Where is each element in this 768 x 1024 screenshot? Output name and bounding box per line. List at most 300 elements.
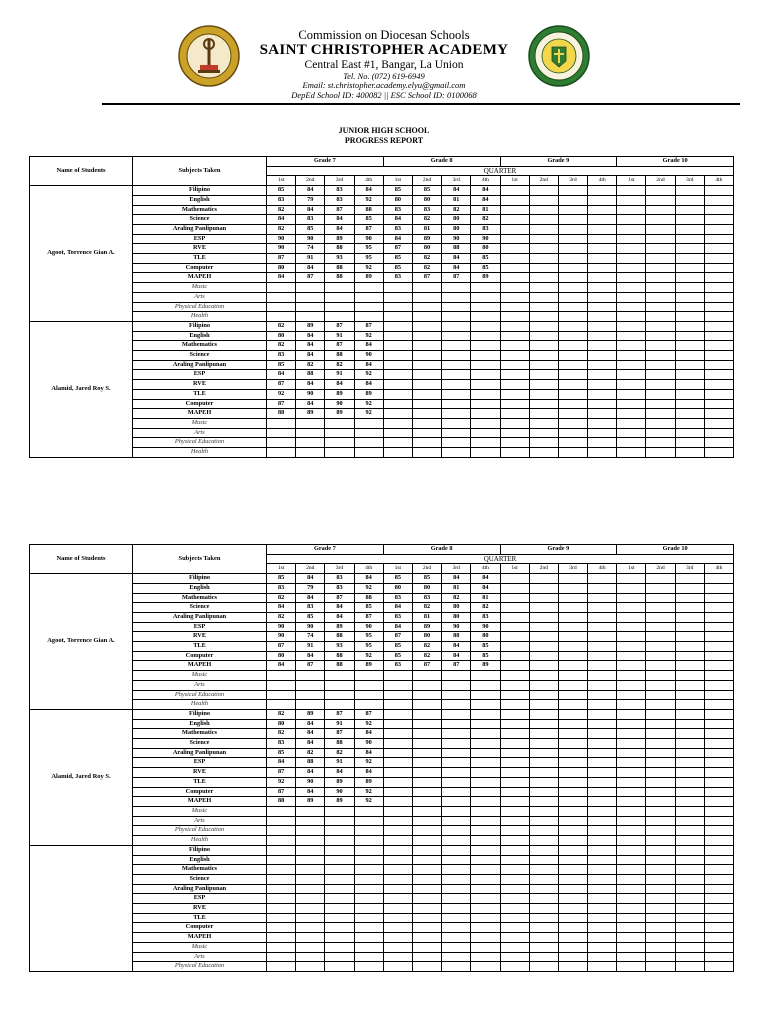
grade-cell: 92 <box>354 399 383 409</box>
grade-cell <box>529 806 558 816</box>
grade-cell <box>558 651 587 661</box>
grade-cell: 83 <box>383 593 412 603</box>
grade-cell <box>558 729 587 739</box>
grade-cell <box>412 719 441 729</box>
grade-cell <box>325 448 354 458</box>
grade-cell <box>412 409 441 419</box>
grade-cell <box>471 739 500 749</box>
grade-cell <box>529 302 558 312</box>
subject-name: RVE <box>133 904 267 914</box>
grade-cell: 84 <box>471 186 500 196</box>
grade-cell <box>617 360 646 370</box>
grade-cell: 80 <box>471 632 500 642</box>
grade-cell <box>442 797 471 807</box>
grade-cell <box>267 438 296 448</box>
grade-cell: 88 <box>325 651 354 661</box>
grade-cell <box>442 748 471 758</box>
grade-cell <box>617 729 646 739</box>
grade-cell <box>617 273 646 283</box>
table-row <box>30 195 734 205</box>
grade-cell <box>646 651 675 661</box>
grade-cell <box>588 709 617 719</box>
grade-cell <box>675 389 704 399</box>
grade-cell <box>296 826 325 836</box>
grade-cell <box>500 603 529 613</box>
grade-cell <box>588 341 617 351</box>
grade-cell <box>267 816 296 826</box>
grade-cell: 84 <box>383 603 412 613</box>
grade-cell <box>383 806 412 816</box>
grade-cell <box>617 331 646 341</box>
grade-cell <box>558 351 587 361</box>
grade-cell <box>529 642 558 652</box>
column-header-quarter-number: 4th <box>354 176 383 186</box>
table-row <box>30 671 734 681</box>
grade-cell <box>529 312 558 322</box>
grade-cell <box>325 816 354 826</box>
grade-cell <box>675 729 704 739</box>
grade-cell: 87 <box>383 244 412 254</box>
grade-cell <box>704 933 733 943</box>
grade-cell <box>442 933 471 943</box>
grade-cell: 92 <box>354 651 383 661</box>
grade-cell <box>471 380 500 390</box>
grade-cell <box>412 884 441 894</box>
grade-cell <box>354 904 383 914</box>
grade-cell <box>675 428 704 438</box>
grade-cell <box>500 758 529 768</box>
grade-cell <box>500 816 529 826</box>
grade-cell <box>675 438 704 448</box>
grade-cell <box>675 632 704 642</box>
grade-cell: 82 <box>267 709 296 719</box>
grade-cell <box>383 962 412 972</box>
grade-cell <box>675 845 704 855</box>
grade-cell <box>617 874 646 884</box>
grade-cell <box>296 448 325 458</box>
grade-cell <box>558 593 587 603</box>
grade-cell: 85 <box>383 186 412 196</box>
grade-cell: 90 <box>325 399 354 409</box>
grade-cell <box>617 409 646 419</box>
grade-cell <box>412 845 441 855</box>
grade-cell: 83 <box>412 205 441 215</box>
grade-cell <box>267 884 296 894</box>
table-row <box>30 603 734 613</box>
grade-cell <box>558 234 587 244</box>
grade-cell <box>296 865 325 875</box>
subject-name: Filipino <box>133 709 267 719</box>
grade-cell <box>383 845 412 855</box>
grade-cell <box>675 321 704 331</box>
table-row <box>30 574 734 584</box>
grade-cell <box>646 748 675 758</box>
grade-cell <box>588 292 617 302</box>
grade-cell <box>412 894 441 904</box>
grade-cell <box>296 700 325 710</box>
grade-cell: 74 <box>296 632 325 642</box>
grade-cell <box>412 671 441 681</box>
grade-cell <box>412 351 441 361</box>
grade-cell: 80 <box>267 263 296 273</box>
grade-cell: 88 <box>442 632 471 642</box>
grade-cell <box>383 865 412 875</box>
grade-cell: 80 <box>412 583 441 593</box>
table-row <box>30 661 734 671</box>
column-header-quarter-number: 3rd <box>558 176 587 186</box>
grade-cell <box>588 845 617 855</box>
grade-cell: 87 <box>267 787 296 797</box>
grade-cell <box>704 438 733 448</box>
table-row <box>30 768 734 778</box>
grade-cell <box>617 671 646 681</box>
grade-cell <box>471 341 500 351</box>
grade-cell: 83 <box>383 205 412 215</box>
grade-cell <box>558 195 587 205</box>
grade-cell <box>442 709 471 719</box>
grade-cell <box>646 622 675 632</box>
grade-cell <box>675 865 704 875</box>
subject-name: ESP <box>133 370 267 380</box>
grade-cell <box>588 583 617 593</box>
column-header-quarter-number: 4th <box>704 564 733 574</box>
grade-cell <box>296 942 325 952</box>
grade-cell <box>354 428 383 438</box>
grade-cell <box>296 690 325 700</box>
subject-name: Science <box>133 874 267 884</box>
grade-cell <box>588 622 617 632</box>
grade-cell: 81 <box>471 205 500 215</box>
grade-cell <box>500 642 529 652</box>
grade-cell <box>529 612 558 622</box>
table-row <box>30 302 734 312</box>
grade-cell <box>675 409 704 419</box>
grade-cell <box>383 321 412 331</box>
grade-cell <box>646 845 675 855</box>
grade-cell <box>500 855 529 865</box>
page-header <box>0 0 768 110</box>
grade-cell: 85 <box>267 748 296 758</box>
grade-cell <box>383 409 412 419</box>
grade-cell <box>558 787 587 797</box>
grade-cell: 92 <box>354 263 383 273</box>
school-ids: DepEd School ID: 400082 || ESC School ID: 0100068 <box>291 89 477 100</box>
grade-cell <box>442 816 471 826</box>
grade-cell <box>267 302 296 312</box>
grade-cell: 83 <box>471 612 500 622</box>
grade-cell <box>558 913 587 923</box>
subject-name: Arts <box>133 292 267 302</box>
grade-cell <box>442 845 471 855</box>
grade-cell: 81 <box>442 195 471 205</box>
grade-cell <box>412 709 441 719</box>
grade-cell <box>588 448 617 458</box>
grade-cell: 80 <box>412 195 441 205</box>
grade-cell <box>617 428 646 438</box>
grade-cell: 84 <box>267 215 296 225</box>
grade-cell <box>442 302 471 312</box>
grade-cell <box>704 816 733 826</box>
table-row <box>30 380 734 390</box>
grade-cell: 83 <box>267 583 296 593</box>
grade-cell <box>617 418 646 428</box>
grade-cell <box>296 806 325 816</box>
column-header-quarter-number: 4th <box>471 564 500 574</box>
table-row <box>30 389 734 399</box>
grade-cell: 80 <box>442 603 471 613</box>
grade-cell <box>296 836 325 846</box>
grade-cell: 95 <box>354 254 383 264</box>
grade-cell <box>500 865 529 875</box>
grade-cell <box>442 826 471 836</box>
grade-cell <box>412 806 441 816</box>
grade-cell <box>354 865 383 875</box>
grade-cell <box>704 389 733 399</box>
grade-cell <box>588 933 617 943</box>
grade-cell: 85 <box>267 360 296 370</box>
grade-cell <box>675 962 704 972</box>
grade-cell: 84 <box>267 758 296 768</box>
grade-cell <box>588 186 617 196</box>
grade-cell <box>704 680 733 690</box>
grade-cell: 88 <box>325 739 354 749</box>
grade-cell <box>500 923 529 933</box>
grade-cell <box>704 768 733 778</box>
table-row <box>30 942 734 952</box>
grade-cell <box>617 292 646 302</box>
grade-cell: 88 <box>354 205 383 215</box>
grade-cell <box>704 671 733 681</box>
grade-cell <box>675 186 704 196</box>
grade-cell <box>442 836 471 846</box>
grade-cell <box>412 933 441 943</box>
grade-cell <box>500 836 529 846</box>
grade-cell: 88 <box>325 273 354 283</box>
grade-cell <box>500 283 529 293</box>
grade-cell <box>646 603 675 613</box>
grade-cell <box>617 923 646 933</box>
grade-cell: 84 <box>325 380 354 390</box>
grade-cell <box>500 186 529 196</box>
grade-cell <box>383 428 412 438</box>
grade-cell <box>529 700 558 710</box>
grade-cell <box>617 195 646 205</box>
grade-cell <box>704 448 733 458</box>
table-row <box>30 244 734 254</box>
grade-cell <box>412 331 441 341</box>
student-name: Agoot, Torrence Gian A. <box>30 574 133 710</box>
grade-cell <box>325 428 354 438</box>
grade-cell <box>588 680 617 690</box>
grade-cell <box>675 244 704 254</box>
grade-cell <box>675 797 704 807</box>
grade-cell <box>646 234 675 244</box>
grade-cell <box>558 292 587 302</box>
grade-cell <box>412 360 441 370</box>
report-title-line1: JUNIOR HIGH SCHOOL <box>338 126 430 135</box>
grade-cell <box>646 836 675 846</box>
grade-cell <box>617 593 646 603</box>
grade-cell: 92 <box>267 389 296 399</box>
grade-cell: 84 <box>354 360 383 370</box>
grade-cell: 84 <box>325 768 354 778</box>
grade-cell <box>383 448 412 458</box>
grade-cell <box>471 942 500 952</box>
grade-cell <box>471 913 500 923</box>
subject-name: Physical Education <box>133 302 267 312</box>
grade-cell <box>442 962 471 972</box>
grade-cell: 80 <box>267 651 296 661</box>
grade-cell <box>267 826 296 836</box>
grade-cell <box>267 962 296 972</box>
table-row <box>30 894 734 904</box>
grade-cell <box>704 263 733 273</box>
grade-cell <box>646 661 675 671</box>
grade-cell <box>471 855 500 865</box>
grade-cell <box>267 418 296 428</box>
grade-cell <box>617 321 646 331</box>
grade-cell: 80 <box>383 583 412 593</box>
grade-cell: 84 <box>296 186 325 196</box>
grade-cell: 82 <box>442 205 471 215</box>
subject-name: Filipino <box>133 186 267 196</box>
grade-cell: 87 <box>325 205 354 215</box>
grade-cell <box>529 448 558 458</box>
column-header-quarter-number: 2nd <box>296 176 325 186</box>
grade-cell <box>558 680 587 690</box>
grade-cell: 84 <box>354 380 383 390</box>
grade-cell <box>529 273 558 283</box>
grade-cell: 82 <box>296 360 325 370</box>
grade-cell <box>558 583 587 593</box>
subject-name: Filipino <box>133 845 267 855</box>
grade-cell <box>529 292 558 302</box>
grade-cell <box>354 836 383 846</box>
grade-cell <box>558 360 587 370</box>
grade-cell: 84 <box>296 205 325 215</box>
grade-cell <box>267 700 296 710</box>
grade-cell: 89 <box>325 234 354 244</box>
grade-cell <box>383 418 412 428</box>
grade-cell: 89 <box>325 389 354 399</box>
grade-cell <box>558 448 587 458</box>
grade-cell <box>383 894 412 904</box>
grade-cell: 85 <box>296 612 325 622</box>
grade-cell <box>704 719 733 729</box>
grade-cell <box>704 292 733 302</box>
grade-cell <box>442 370 471 380</box>
grade-cell <box>704 399 733 409</box>
column-header-quarter-number: 3rd <box>325 176 354 186</box>
grade-cell <box>442 331 471 341</box>
grade-cell <box>588 826 617 836</box>
grade-cell <box>383 709 412 719</box>
grade-cell: 82 <box>296 748 325 758</box>
grade-cell <box>558 894 587 904</box>
grade-cell <box>529 690 558 700</box>
grade-cell <box>675 399 704 409</box>
grade-cell <box>558 836 587 846</box>
grade-cell: 83 <box>471 224 500 234</box>
grade-cell <box>558 904 587 914</box>
subject-name: English <box>133 195 267 205</box>
progress-table-1-container <box>29 156 733 458</box>
grade-cell: 85 <box>383 263 412 273</box>
table-row <box>30 904 734 914</box>
grade-cell <box>383 748 412 758</box>
grade-cell <box>412 855 441 865</box>
grade-cell <box>267 952 296 962</box>
grade-cell <box>704 739 733 749</box>
grade-cell <box>500 341 529 351</box>
grade-cell <box>296 283 325 293</box>
grade-cell <box>500 671 529 681</box>
grade-cell <box>442 283 471 293</box>
grade-cell <box>646 195 675 205</box>
grade-cell <box>646 341 675 351</box>
grade-cell <box>704 331 733 341</box>
table-row <box>30 254 734 264</box>
subject-name: Physical Education <box>133 962 267 972</box>
table-row <box>30 952 734 962</box>
grade-cell <box>558 389 587 399</box>
column-header-quarter-number: 2nd <box>296 564 325 574</box>
student-name <box>30 845 133 971</box>
grade-cell <box>588 913 617 923</box>
grade-cell <box>588 302 617 312</box>
table-row <box>30 292 734 302</box>
grade-cell <box>588 603 617 613</box>
grade-cell <box>442 904 471 914</box>
table-row <box>30 263 734 273</box>
grade-cell <box>471 370 500 380</box>
grade-cell <box>529 787 558 797</box>
column-header-quarter-number: 1st <box>383 564 412 574</box>
grade-cell <box>412 758 441 768</box>
grade-cell <box>529 224 558 234</box>
grade-cell <box>383 292 412 302</box>
table-row <box>30 651 734 661</box>
grade-cell <box>529 651 558 661</box>
grade-cell <box>617 186 646 196</box>
grade-cell <box>617 933 646 943</box>
grade-cell <box>529 962 558 972</box>
grade-cell <box>500 312 529 322</box>
grade-cell <box>325 923 354 933</box>
grade-cell <box>675 603 704 613</box>
grade-cell <box>412 962 441 972</box>
subject-name: Arts <box>133 680 267 690</box>
grade-cell <box>588 399 617 409</box>
column-header-quarter-number: 3rd <box>675 564 704 574</box>
grade-cell <box>471 787 500 797</box>
grade-cell <box>704 787 733 797</box>
table-row <box>30 836 734 846</box>
grade-cell <box>558 709 587 719</box>
grade-cell <box>558 942 587 952</box>
grade-cell <box>588 777 617 787</box>
grade-cell <box>500 409 529 419</box>
column-header-quarter-number: 3rd <box>675 176 704 186</box>
grade-cell <box>646 370 675 380</box>
grade-cell <box>675 690 704 700</box>
column-header-quarter-number: 4th <box>588 176 617 186</box>
grade-cell <box>529 215 558 225</box>
column-header-quarter-number: 1st <box>617 564 646 574</box>
grade-cell <box>675 215 704 225</box>
subject-name: RVE <box>133 244 267 254</box>
grade-cell <box>617 263 646 273</box>
